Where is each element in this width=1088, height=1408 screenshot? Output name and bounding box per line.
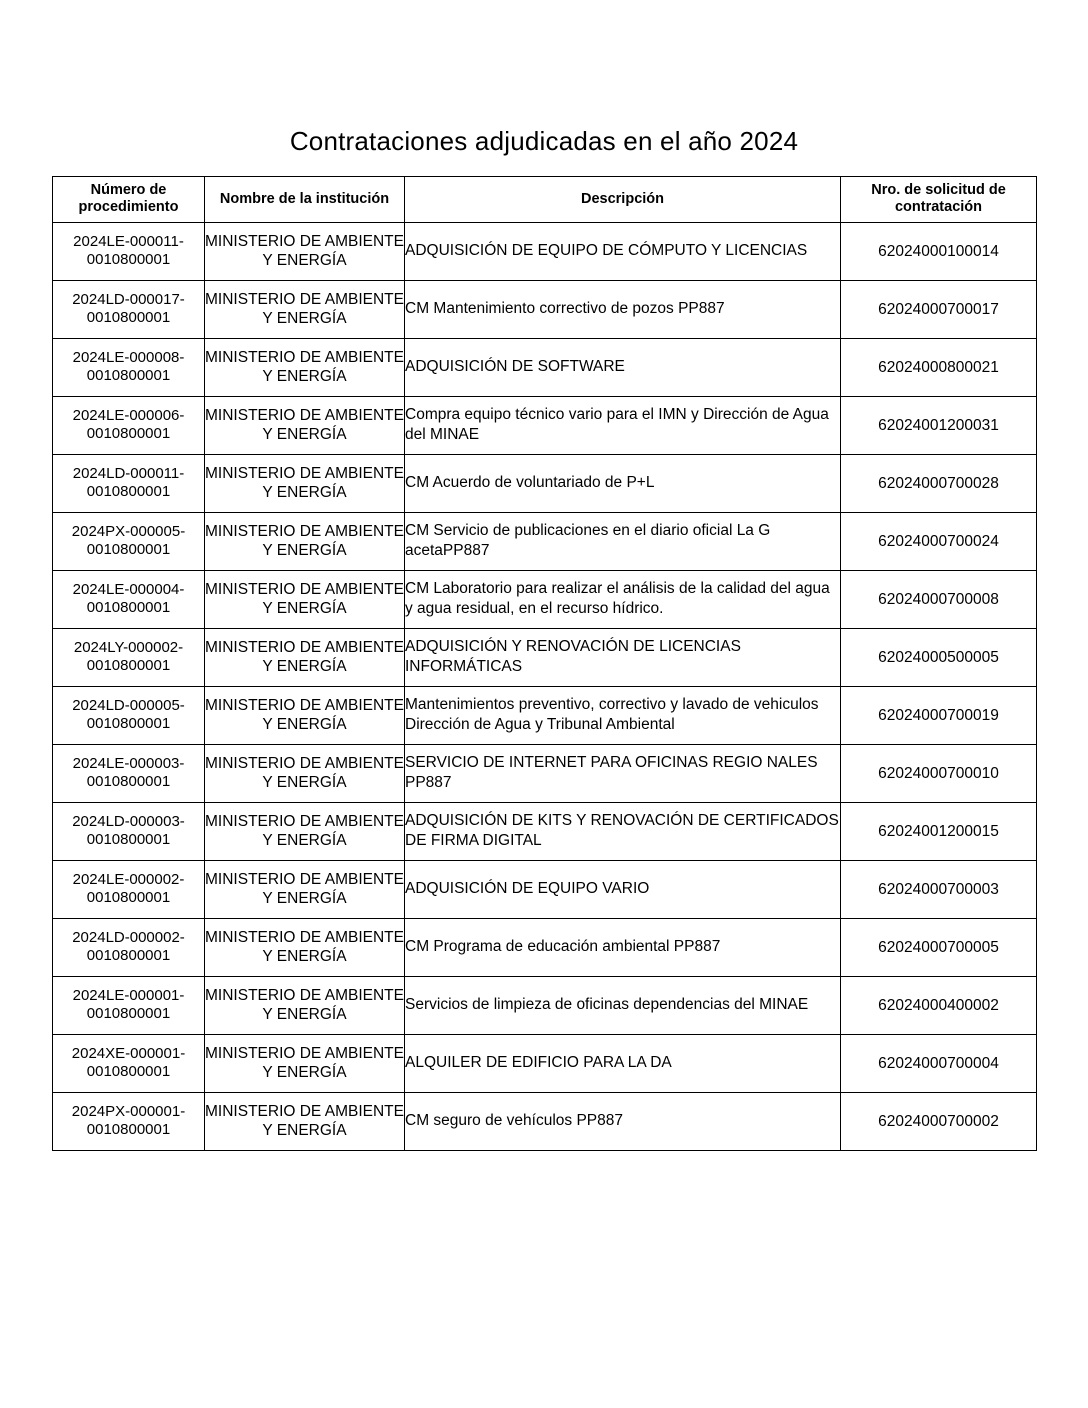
cell-institution-name: MINISTERIO DE AMBIENTE Y ENERGÍA [205, 860, 405, 918]
table-header [53, 177, 1037, 223]
column-header-description: Descripción [405, 177, 841, 223]
cell-procedure-number: 2024LE-000011-0010800001 [53, 222, 205, 280]
table-row [53, 744, 1037, 802]
cell-description: ADQUISICIÓN DE EQUIPO VARIO [405, 860, 841, 918]
cell-request-number: 62024000500005 [841, 628, 1037, 686]
table-row [53, 454, 1037, 512]
cell-request-number: 62024000700008 [841, 570, 1037, 628]
cell-description: Mantenimientos preventivo, correctivo y lavado de vehiculos Dirección de Agua y Tribunal Ambiental [405, 686, 841, 744]
cell-request-number: 62024000700017 [841, 280, 1037, 338]
table-row [53, 512, 1037, 570]
column-header-request-number: Nro. de solicitud de contratación [841, 177, 1037, 223]
cell-description: ADQUISICIÓN DE KITS Y RENOVACIÓN DE CERTIFICADOS DE FIRMA DIGITAL [405, 802, 841, 860]
table-row [53, 802, 1037, 860]
cell-institution-name: MINISTERIO DE AMBIENTE Y ENERGÍA [205, 338, 405, 396]
cell-description: ALQUILER DE EDIFICIO PARA LA DA [405, 1034, 841, 1092]
table-row [53, 570, 1037, 628]
cell-request-number: 62024000700010 [841, 744, 1037, 802]
cell-institution-name: MINISTERIO DE AMBIENTE Y ENERGÍA [205, 280, 405, 338]
table-row [53, 628, 1037, 686]
contracts-table [52, 176, 1037, 1151]
cell-description: CM Servicio de publicaciones en el diario oficial La G acetaPP887 [405, 512, 841, 570]
cell-institution-name: MINISTERIO DE AMBIENTE Y ENERGÍA [205, 1034, 405, 1092]
cell-procedure-number: 2024LD-000017-0010800001 [53, 280, 205, 338]
cell-procedure-number: 2024LD-000002-0010800001 [53, 918, 205, 976]
cell-procedure-number: 2024LD-000011-0010800001 [53, 454, 205, 512]
cell-institution-name: MINISTERIO DE AMBIENTE Y ENERGÍA [205, 570, 405, 628]
column-header-procedure-number: Número de procedimiento [53, 177, 205, 223]
cell-procedure-number: 2024XE-000001-0010800001 [53, 1034, 205, 1092]
cell-description: ADQUISICIÓN Y RENOVACIÓN DE LICENCIAS INFORMÁTICAS [405, 628, 841, 686]
cell-description: CM Acuerdo de voluntariado de P+L [405, 454, 841, 512]
cell-institution-name: MINISTERIO DE AMBIENTE Y ENERGÍA [205, 802, 405, 860]
cell-description: CM Laboratorio para realizar el análisis de la calidad del agua y agua residual, en el recurso hídrico. [405, 570, 841, 628]
cell-description: ADQUISICIÓN DE SOFTWARE [405, 338, 841, 396]
cell-institution-name: MINISTERIO DE AMBIENTE Y ENERGÍA [205, 222, 405, 280]
table-body [53, 222, 1037, 1150]
cell-institution-name: MINISTERIO DE AMBIENTE Y ENERGÍA [205, 1092, 405, 1150]
table-row [53, 396, 1037, 454]
cell-request-number: 62024000400002 [841, 976, 1037, 1034]
cell-procedure-number: 2024LE-000002-0010800001 [53, 860, 205, 918]
cell-description: Compra equipo técnico vario para el IMN y Dirección de Agua del MINAE [405, 396, 841, 454]
cell-request-number: 62024001200031 [841, 396, 1037, 454]
cell-description: ADQUISICIÓN DE EQUIPO DE CÓMPUTO Y LICENCIAS [405, 222, 841, 280]
cell-procedure-number: 2024LE-000003-0010800001 [53, 744, 205, 802]
cell-description: SERVICIO DE INTERNET PARA OFICINAS REGIO NALES PP887 [405, 744, 841, 802]
cell-request-number: 62024000800021 [841, 338, 1037, 396]
cell-request-number: 62024000700003 [841, 860, 1037, 918]
cell-procedure-number: 2024LD-000003-0010800001 [53, 802, 205, 860]
table-row [53, 686, 1037, 744]
cell-request-number: 62024000700002 [841, 1092, 1037, 1150]
cell-description: CM Programa de educación ambiental PP887 [405, 918, 841, 976]
cell-procedure-number: 2024LE-000004-0010800001 [53, 570, 205, 628]
cell-description: Servicios de limpieza de oficinas dependencias del MINAE [405, 976, 841, 1034]
table-row [53, 1092, 1037, 1150]
table-row [53, 222, 1037, 280]
cell-institution-name: MINISTERIO DE AMBIENTE Y ENERGÍA [205, 454, 405, 512]
cell-request-number: 62024000700028 [841, 454, 1037, 512]
cell-institution-name: MINISTERIO DE AMBIENTE Y ENERGÍA [205, 918, 405, 976]
cell-description: CM Mantenimiento correctivo de pozos PP887 [405, 280, 841, 338]
cell-institution-name: MINISTERIO DE AMBIENTE Y ENERGÍA [205, 686, 405, 744]
cell-procedure-number: 2024LE-000001-0010800001 [53, 976, 205, 1034]
table-row [53, 976, 1037, 1034]
table-row [53, 338, 1037, 396]
cell-institution-name: MINISTERIO DE AMBIENTE Y ENERGÍA [205, 396, 405, 454]
cell-institution-name: MINISTERIO DE AMBIENTE Y ENERGÍA [205, 744, 405, 802]
cell-description: CM seguro de vehículos PP887 [405, 1092, 841, 1150]
cell-request-number: 62024000700019 [841, 686, 1037, 744]
cell-institution-name: MINISTERIO DE AMBIENTE Y ENERGÍA [205, 976, 405, 1034]
column-header-institution-name: Nombre de la institución [205, 177, 405, 223]
cell-procedure-number: 2024LD-000005-0010800001 [53, 686, 205, 744]
cell-request-number: 62024000100014 [841, 222, 1037, 280]
cell-procedure-number: 2024PX-000005-0010800001 [53, 512, 205, 570]
cell-procedure-number: 2024LE-000008-0010800001 [53, 338, 205, 396]
table-row [53, 860, 1037, 918]
cell-institution-name: MINISTERIO DE AMBIENTE Y ENERGÍA [205, 512, 405, 570]
table-header-row [53, 177, 1037, 223]
cell-request-number: 62024000700004 [841, 1034, 1037, 1092]
table-row [53, 1034, 1037, 1092]
cell-procedure-number: 2024LY-000002-0010800001 [53, 628, 205, 686]
cell-request-number: 62024000700005 [841, 918, 1037, 976]
table-row [53, 280, 1037, 338]
cell-procedure-number: 2024LE-000006-0010800001 [53, 396, 205, 454]
cell-request-number: 62024001200015 [841, 802, 1037, 860]
cell-request-number: 62024000700024 [841, 512, 1037, 570]
page-title: Contrataciones adjudicadas en el año 2024 [289, 126, 799, 156]
table-row [53, 918, 1037, 976]
cell-institution-name: MINISTERIO DE AMBIENTE Y ENERGÍA [205, 628, 405, 686]
cell-procedure-number: 2024PX-000001-0010800001 [53, 1092, 205, 1150]
